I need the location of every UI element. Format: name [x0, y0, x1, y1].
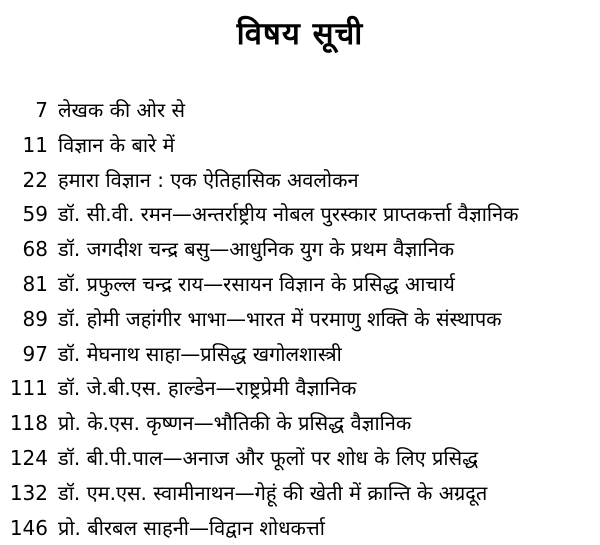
toc-entry-title: डॉ. होमी जहांगीर भाभा—भारत में परमाणु शक्ति के संस्थापक — [58, 306, 502, 331]
toc-entry-title: डॉ. सी.वी. रमन—अन्तर्राष्ट्रीय नोबल पुरस्कार प्राप्तकर्त्ता वैज्ञानिक — [58, 202, 519, 227]
toc-entry-title: डॉ. प्रफुल्ल चन्द्र राय—रसायन विज्ञान के प्रसिद्ध आचार्य — [58, 271, 455, 296]
toc-entry-title: डॉ. जे.बी.एस. हाल्डेन—राष्ट्रप्रेमी वैज्ञानिक — [58, 376, 357, 401]
toc-entry — [0, 267, 600, 302]
toc-entry — [0, 302, 600, 337]
table-of-contents — [0, 93, 600, 545]
toc-entry — [0, 232, 600, 267]
toc-entry — [0, 93, 600, 128]
toc-page-number: 11 — [22, 132, 48, 157]
toc-entry-title: डॉ. मेघनाथ साहा—प्रसिद्ध खगोलशास्त्री — [58, 341, 342, 366]
toc-page-number: 146 — [9, 515, 48, 540]
toc-page-number: 124 — [9, 445, 48, 470]
toc-page-number: 59 — [22, 202, 48, 227]
toc-entry — [0, 128, 600, 163]
toc-page-number: 68 — [22, 237, 48, 262]
toc-entry — [0, 406, 600, 441]
toc-page-number: 111 — [9, 376, 48, 401]
toc-entry-title: लेखक की ओर से — [58, 98, 186, 122]
toc-entry — [0, 197, 600, 232]
toc-entry — [0, 511, 600, 545]
toc-entry-title: डॉ. बी.पी.पाल—अनाज और फूलों पर शोध के लिए प्रसिद्ध — [58, 445, 479, 470]
toc-page-number: 7 — [35, 98, 48, 122]
toc-page-number: 89 — [22, 306, 48, 331]
toc-entry — [0, 337, 600, 372]
toc-page-number: 81 — [22, 271, 48, 296]
page-title: विषय सूची — [236, 16, 364, 52]
toc-page-number: 97 — [22, 341, 48, 366]
toc-entry-title: डॉ. जगदीश चन्द्र बसु—आधुनिक युग के प्रथम वैज्ञानिक — [58, 237, 455, 262]
toc-entry-title: प्रो. के.एस. कृष्णन—भौतिकी के प्रसिद्ध वैज्ञानिक — [58, 411, 412, 436]
toc-entry — [0, 476, 600, 511]
toc-entry — [0, 441, 600, 476]
toc-page-number: 118 — [9, 411, 48, 436]
toc-page-number: 22 — [22, 167, 48, 192]
toc-entry — [0, 371, 600, 406]
toc-entry-title: विज्ञान के बारे में — [58, 132, 175, 157]
toc-entry-title: डॉ. एम.एस. स्वामीनाथन—गेहूं की खेती में क्रान्ति के अग्रदूत — [58, 480, 488, 505]
toc-entry — [0, 163, 600, 198]
toc-entry-title: हमारा विज्ञान : एक ऐतिहासिक अवलोकन — [58, 167, 359, 192]
toc-page-number: 132 — [9, 480, 48, 505]
toc-entry-title: प्रो. बीरबल साहनी—विद्वान शोधकर्त्ता — [58, 515, 325, 540]
